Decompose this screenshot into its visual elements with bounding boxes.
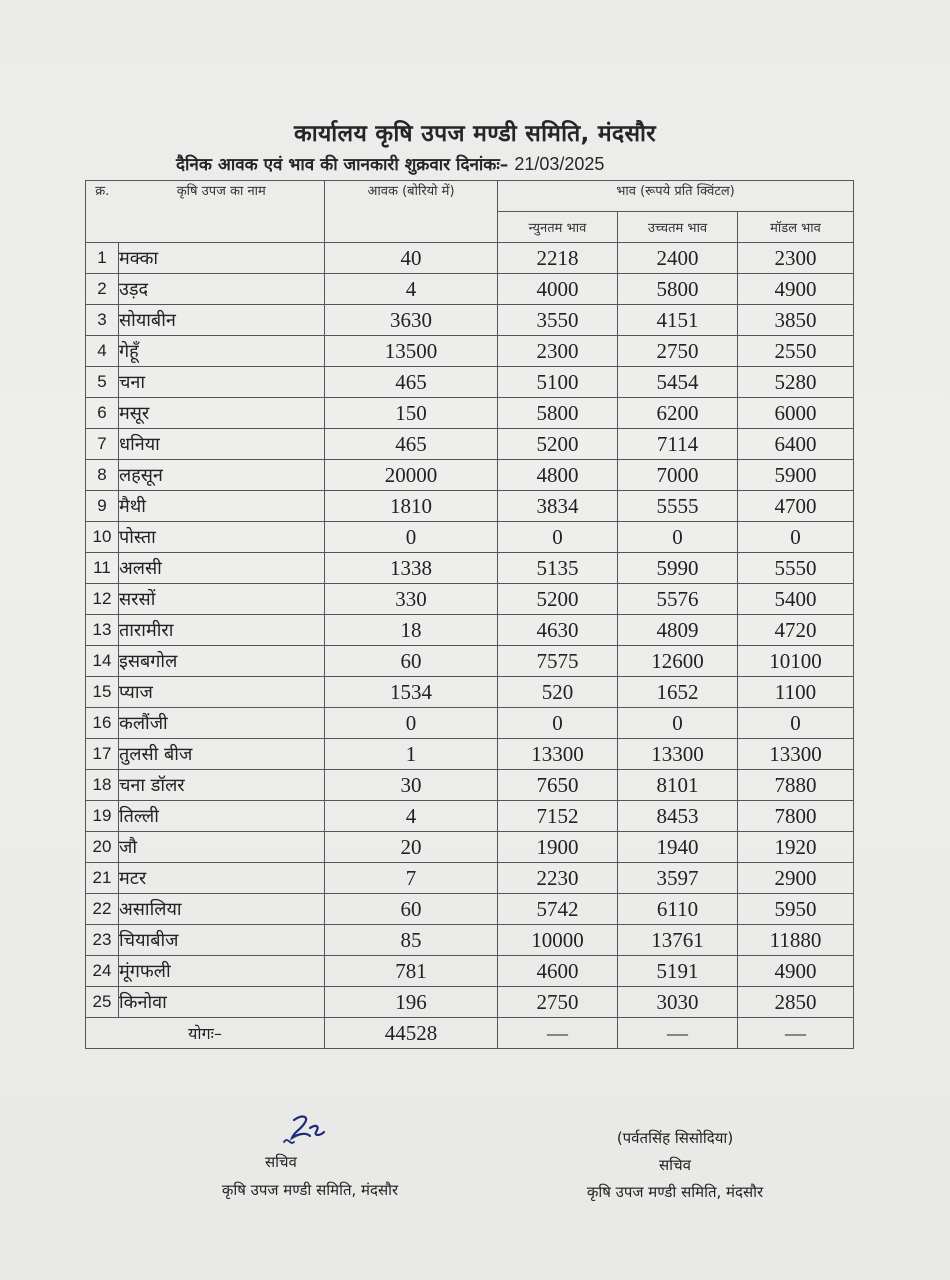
produce-name: तिल्ली — [119, 801, 325, 832]
arrival-bags: 1810 — [325, 491, 498, 522]
total-min: — — [498, 1018, 618, 1049]
max-price: 13300 — [618, 739, 738, 770]
produce-name: लहसून — [119, 460, 325, 491]
max-price: 7114 — [618, 429, 738, 460]
right-signatory-name: (पर्वतसिंह सिसोदिया) — [616, 1129, 734, 1147]
modal-price: 2900 — [738, 863, 854, 894]
min-price: 2218 — [498, 243, 618, 274]
arrival-bags: 1338 — [325, 553, 498, 584]
table-row — [86, 646, 854, 677]
total-label: योगः– — [86, 1018, 325, 1049]
max-price: 4151 — [618, 305, 738, 336]
header-serial: क्र. — [86, 181, 119, 243]
arrival-bags: 85 — [325, 925, 498, 956]
min-price: 4800 — [498, 460, 618, 491]
table-row — [86, 398, 854, 429]
min-price: 4000 — [498, 274, 618, 305]
min-price: 10000 — [498, 925, 618, 956]
subtitle-text: दैनिक आवक एवं भाव की जानकारी शुक्रवार दिनांकः– — [176, 155, 509, 175]
serial-number: 2 — [86, 274, 119, 305]
produce-name: सोयाबीन — [119, 305, 325, 336]
produce-name: इसबगोल — [119, 646, 325, 677]
min-price: 5135 — [498, 553, 618, 584]
serial-number: 14 — [86, 646, 119, 677]
modal-price: 2850 — [738, 987, 854, 1018]
serial-number: 4 — [86, 336, 119, 367]
modal-price: 6000 — [738, 398, 854, 429]
serial-number: 15 — [86, 677, 119, 708]
arrival-bags: 150 — [325, 398, 498, 429]
arrival-bags: 330 — [325, 584, 498, 615]
table-row — [86, 956, 854, 987]
arrival-bags: 7 — [325, 863, 498, 894]
table-row — [86, 553, 854, 584]
produce-name: किनोवा — [119, 987, 325, 1018]
serial-number: 25 — [86, 987, 119, 1018]
arrival-bags: 1 — [325, 739, 498, 770]
left-signatory-role: सचिव — [265, 1153, 297, 1171]
serial-number: 8 — [86, 460, 119, 491]
modal-price: 5900 — [738, 460, 854, 491]
serial-number: 7 — [86, 429, 119, 460]
arrival-bags: 465 — [325, 367, 498, 398]
min-price: 7575 — [498, 646, 618, 677]
table-row — [86, 832, 854, 863]
min-price: 3550 — [498, 305, 618, 336]
table-row — [86, 894, 854, 925]
max-price: 4809 — [618, 615, 738, 646]
arrival-bags: 30 — [325, 770, 498, 801]
modal-price: 4720 — [738, 615, 854, 646]
modal-price: 2300 — [738, 243, 854, 274]
max-price: 3597 — [618, 863, 738, 894]
total-row — [86, 1018, 854, 1049]
max-price: 5990 — [618, 553, 738, 584]
office-title: कार्यालय कृषि उपज मण्डी समिति, मंदसौर — [294, 121, 656, 147]
total-max: — — [618, 1018, 738, 1049]
table-row — [86, 584, 854, 615]
right-signature-block — [525, 1125, 825, 1206]
modal-price: 4900 — [738, 274, 854, 305]
produce-name: अलसी — [119, 553, 325, 584]
modal-price: 11880 — [738, 925, 854, 956]
min-price: 3834 — [498, 491, 618, 522]
serial-number: 1 — [86, 243, 119, 274]
serial-number: 10 — [86, 522, 119, 553]
table-body — [86, 243, 854, 1018]
produce-name: गेहूँ — [119, 336, 325, 367]
produce-name: प्याज — [119, 677, 325, 708]
right-signatory-role: सचिव — [659, 1156, 691, 1174]
header-max-price: उच्चतम भाव — [618, 212, 738, 243]
header-produce-name: कृषि उपज का नाम — [119, 181, 325, 243]
arrival-bags: 20000 — [325, 460, 498, 491]
max-price: 13761 — [618, 925, 738, 956]
produce-name: चना — [119, 367, 325, 398]
arrival-bags: 0 — [325, 708, 498, 739]
serial-number: 24 — [86, 956, 119, 987]
arrival-bags: 0 — [325, 522, 498, 553]
serial-number: 18 — [86, 770, 119, 801]
arrival-bags: 13500 — [325, 336, 498, 367]
max-price: 5191 — [618, 956, 738, 987]
produce-name: कलौंजी — [119, 708, 325, 739]
max-price: 1940 — [618, 832, 738, 863]
total-arrival: 44528 — [325, 1018, 498, 1049]
table-row — [86, 987, 854, 1018]
arrival-bags: 781 — [325, 956, 498, 987]
min-price: 5100 — [498, 367, 618, 398]
table-row — [86, 801, 854, 832]
arrival-bags: 20 — [325, 832, 498, 863]
table-row — [86, 770, 854, 801]
modal-price: 13300 — [738, 739, 854, 770]
serial-number: 19 — [86, 801, 119, 832]
modal-price: 2550 — [738, 336, 854, 367]
max-price: 5454 — [618, 367, 738, 398]
min-price: 2750 — [498, 987, 618, 1018]
header-arrival: आवक (बोरियो में) — [325, 181, 498, 243]
min-price: 7152 — [498, 801, 618, 832]
max-price: 0 — [618, 708, 738, 739]
produce-name: जौ — [119, 832, 325, 863]
max-price: 8101 — [618, 770, 738, 801]
arrival-bags: 60 — [325, 646, 498, 677]
min-price: 4630 — [498, 615, 618, 646]
min-price: 1900 — [498, 832, 618, 863]
table-row — [86, 243, 854, 274]
arrival-bags: 4 — [325, 801, 498, 832]
modal-price: 6400 — [738, 429, 854, 460]
produce-name: मसूर — [119, 398, 325, 429]
produce-name: मैथी — [119, 491, 325, 522]
modal-price: 4700 — [738, 491, 854, 522]
max-price: 2400 — [618, 243, 738, 274]
serial-number: 5 — [86, 367, 119, 398]
modal-price: 0 — [738, 522, 854, 553]
modal-price: 5950 — [738, 894, 854, 925]
serial-number: 6 — [86, 398, 119, 429]
arrival-bags: 3630 — [325, 305, 498, 336]
min-price: 7650 — [498, 770, 618, 801]
serial-number: 21 — [86, 863, 119, 894]
modal-price: 5280 — [738, 367, 854, 398]
table-row — [86, 708, 854, 739]
serial-number: 17 — [86, 739, 119, 770]
modal-price: 5550 — [738, 553, 854, 584]
produce-name: चना डॉलर — [119, 770, 325, 801]
max-price: 5555 — [618, 491, 738, 522]
serial-number: 20 — [86, 832, 119, 863]
produce-name: उड़द — [119, 274, 325, 305]
table-row — [86, 925, 854, 956]
min-price: 13300 — [498, 739, 618, 770]
header-min-price: न्युनतम भाव — [498, 212, 618, 243]
header-modal-price: मॉडल भाव — [738, 212, 854, 243]
max-price: 6200 — [618, 398, 738, 429]
produce-name: असालिया — [119, 894, 325, 925]
arrival-bags: 60 — [325, 894, 498, 925]
produce-name: तारामीरा — [119, 615, 325, 646]
min-price: 0 — [498, 708, 618, 739]
serial-number: 3 — [86, 305, 119, 336]
total-modal: — — [738, 1018, 854, 1049]
arrival-bags: 196 — [325, 987, 498, 1018]
min-price: 5200 — [498, 429, 618, 460]
max-price: 8453 — [618, 801, 738, 832]
serial-number: 9 — [86, 491, 119, 522]
min-price: 5200 — [498, 584, 618, 615]
modal-price: 7880 — [738, 770, 854, 801]
produce-name: मटर — [119, 863, 325, 894]
table-row — [86, 274, 854, 305]
max-price: 5800 — [618, 274, 738, 305]
arrival-bags: 40 — [325, 243, 498, 274]
modal-price: 1920 — [738, 832, 854, 863]
table-row — [86, 305, 854, 336]
modal-price: 10100 — [738, 646, 854, 677]
produce-name: तुलसी बीज — [119, 739, 325, 770]
table-row — [86, 460, 854, 491]
modal-price: 5400 — [738, 584, 854, 615]
min-price: 2300 — [498, 336, 618, 367]
min-price: 2230 — [498, 863, 618, 894]
max-price: 12600 — [618, 646, 738, 677]
produce-name: चियाबीज — [119, 925, 325, 956]
modal-price: 0 — [738, 708, 854, 739]
arrival-bags: 1534 — [325, 677, 498, 708]
min-price: 4600 — [498, 956, 618, 987]
table-row — [86, 739, 854, 770]
report-date: 21/03/2025 — [514, 154, 605, 174]
header-price-group: भाव (रूपये प्रति क्विंटल) — [498, 181, 854, 212]
produce-name: धनिया — [119, 429, 325, 460]
max-price: 0 — [618, 522, 738, 553]
serial-number: 22 — [86, 894, 119, 925]
max-price: 3030 — [618, 987, 738, 1018]
table-row — [86, 863, 854, 894]
arrival-price-table — [85, 180, 854, 1049]
produce-name: सरसों — [119, 584, 325, 615]
modal-price: 3850 — [738, 305, 854, 336]
serial-number: 23 — [86, 925, 119, 956]
serial-number: 13 — [86, 615, 119, 646]
min-price: 520 — [498, 677, 618, 708]
table-row — [86, 429, 854, 460]
right-signatory-office: कृषि उपज मण्डी समिति, मंदसौर — [586, 1183, 764, 1201]
arrival-bags: 4 — [325, 274, 498, 305]
arrival-bags: 465 — [325, 429, 498, 460]
max-price: 1652 — [618, 677, 738, 708]
table-row — [86, 677, 854, 708]
table-row — [86, 491, 854, 522]
table-row — [86, 615, 854, 646]
min-price: 5742 — [498, 894, 618, 925]
max-price: 6110 — [618, 894, 738, 925]
modal-price: 7800 — [738, 801, 854, 832]
produce-name: मूंगफली — [119, 956, 325, 987]
serial-number: 16 — [86, 708, 119, 739]
left-signatory-office: कृषि उपज मण्डी समिति, मंदसौर — [221, 1181, 399, 1199]
table-row — [86, 336, 854, 367]
max-price: 5576 — [618, 584, 738, 615]
produce-name: पोस्ता — [119, 522, 325, 553]
table-row — [86, 367, 854, 398]
report-subtitle — [176, 152, 604, 175]
serial-number: 11 — [86, 553, 119, 584]
arrival-bags: 18 — [325, 615, 498, 646]
serial-number: 12 — [86, 584, 119, 615]
table-row — [86, 522, 854, 553]
modal-price: 1100 — [738, 677, 854, 708]
max-price: 2750 — [618, 336, 738, 367]
produce-name: मक्का — [119, 243, 325, 274]
min-price: 0 — [498, 522, 618, 553]
max-price: 7000 — [618, 460, 738, 491]
modal-price: 4900 — [738, 956, 854, 987]
min-price: 5800 — [498, 398, 618, 429]
handwritten-signature-icon — [280, 1112, 330, 1146]
